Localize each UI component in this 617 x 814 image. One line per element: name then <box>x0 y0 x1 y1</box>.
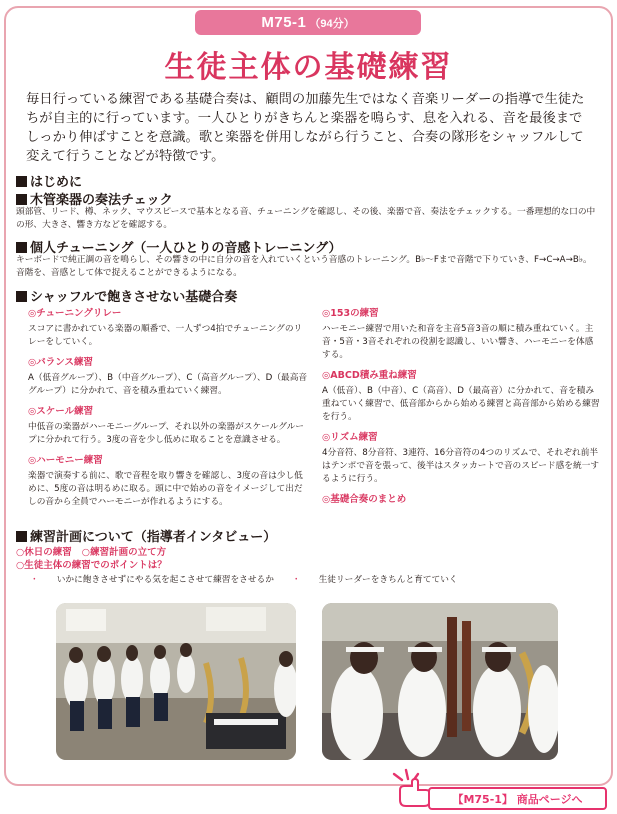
lead-paragraph: 毎日行っている練習である基礎合奏は、顧問の加藤先生ではなく音楽リーダーの指導で生徒たちが自主的に行っています。一人ひとりがきちんと楽器を鳴らす、息を入れる、音を最後までしっかり伸ばすことを意識。歌と楽器を併用しながら行うこと、合奏の隊形をシャッフルして変えて行うことなどが特徴です。 <box>26 92 585 164</box>
section-heading-interview: 練習計画について（指導者インタビュー） <box>16 526 276 545</box>
page-title: 生徒主体の基礎練習 <box>164 50 453 85</box>
subheading-balance: ◎バランス練習 <box>28 357 94 368</box>
topic-student-led-points: ○生徒主体の練習でのポイントは？ <box>16 560 167 571</box>
square-bullet-icon <box>16 242 27 253</box>
product-code-badge <box>195 10 421 35</box>
shuffle-right-column <box>322 306 602 509</box>
subheading-summary: ◎基礎合奏のまとめ <box>322 494 407 505</box>
abcd-text: A（低音）、B（中音）、C（高音）、D（最高音）に分かれて、音を積み重ねていく練習で、低音部からから始める練習と高音部から始める練習を行う。 <box>322 386 600 422</box>
subheading-harmony: ◎ハーモニー練習 <box>28 455 103 466</box>
scale-text: 中低音の楽器がハーモニーグループ、それ以外の楽器がスケールグループに分かれて行う。3度の音を少し低めに取ることを意識させる。 <box>28 422 304 445</box>
square-bullet-icon <box>16 176 27 187</box>
photo-band-practice-keyboard <box>56 603 296 760</box>
list-item: ・ いかに飽きさせずにやる気を起こさせて練習をさせるか <box>30 575 274 585</box>
text-153: ハーモニー練習で用いた和音を主音5音3音の順に積み重ねていく。主音・5音・3音それぞれの役割を認識し、いい響き、ハーモニーを体感する。 <box>322 324 594 360</box>
topic-practice-planning: ○練習計画の立て方 <box>81 547 167 558</box>
subheading-rhythm: ◎リズム練習 <box>322 432 378 443</box>
interview-topics <box>16 544 166 558</box>
subheading-tuning-relay: ◎チューニングリレー <box>28 308 122 319</box>
subheading-153: ◎153の練習 <box>322 308 379 319</box>
product-code: M75-1 <box>261 14 307 31</box>
tuning-relay-text: スコアに書かれている楽器の順番で、一人ずつ4拍でチューニングのリレーをしていく。 <box>28 324 303 347</box>
list-item: ・ 生徒リーダーをきちんと育てていく <box>291 575 458 585</box>
product-page-link[interactable]: 【M75-1】 商品ページへ <box>428 787 607 810</box>
rhythm-text: 4分音符、8分音符、3連符、16分音符の4つのリズムで、それぞれ前半はテンポで音を張って、後半はスタッカートで音のスピード感を統一するように行う。 <box>322 448 600 484</box>
tuning-text: キーボードで純正調の音を鳴らし、その響きの中に自分の音を入れていくという音感のトレーニング。B♭～Fまで音階で下りていき、F→C→A→B♭。音階を、音感として体で捉えることができるようになる。 <box>16 255 592 278</box>
subheading-scale: ◎スケール練習 <box>28 406 94 417</box>
square-bullet-icon <box>16 291 27 302</box>
photo-bassoon-players <box>322 603 558 760</box>
harmony-text: 楽器で演奏する前に、歌で音程を取り響きを確認し、3度の音は少し低めに、5度の音は明るめに取る。頭に中で始めの音をイメージして出だしの音から全員でハーモニーが作れるようにする。 <box>28 471 303 507</box>
balance-text: A（低音グループ）、B（中音グループ）、C（高音グループ）、D（最高音グループ）に分かれて、音を積み重ねていく練習。 <box>28 373 308 396</box>
duration: （94分） <box>309 17 355 30</box>
interview-bullets <box>30 573 458 585</box>
section-heading-intro: はじめに <box>16 171 82 190</box>
square-bullet-icon <box>16 194 27 205</box>
section-heading-shuffle: シャッフルで飽きさせない基礎合奏 <box>16 286 237 305</box>
subheading-abcd: ◎ABCD積み重ね練習 <box>322 370 417 381</box>
square-bullet-icon <box>16 531 27 542</box>
topic-holiday-practice: ○休日の練習 <box>16 547 72 558</box>
section-heading-woodwind: 木管楽器の奏法チェック <box>16 189 173 208</box>
section-heading-tuning: 個人チューニング（一人ひとりの音感トレーニング） <box>16 237 341 256</box>
shuffle-left-column <box>28 306 308 515</box>
woodwind-text: 頭部管、リード、樽、ネック、マウスピースで基本となる音、チューニングを確認し、その後、楽器で音、奏法をチェックする。一番理想的な口の中の形、大きさ、響き方などを確認する。 <box>16 207 596 230</box>
